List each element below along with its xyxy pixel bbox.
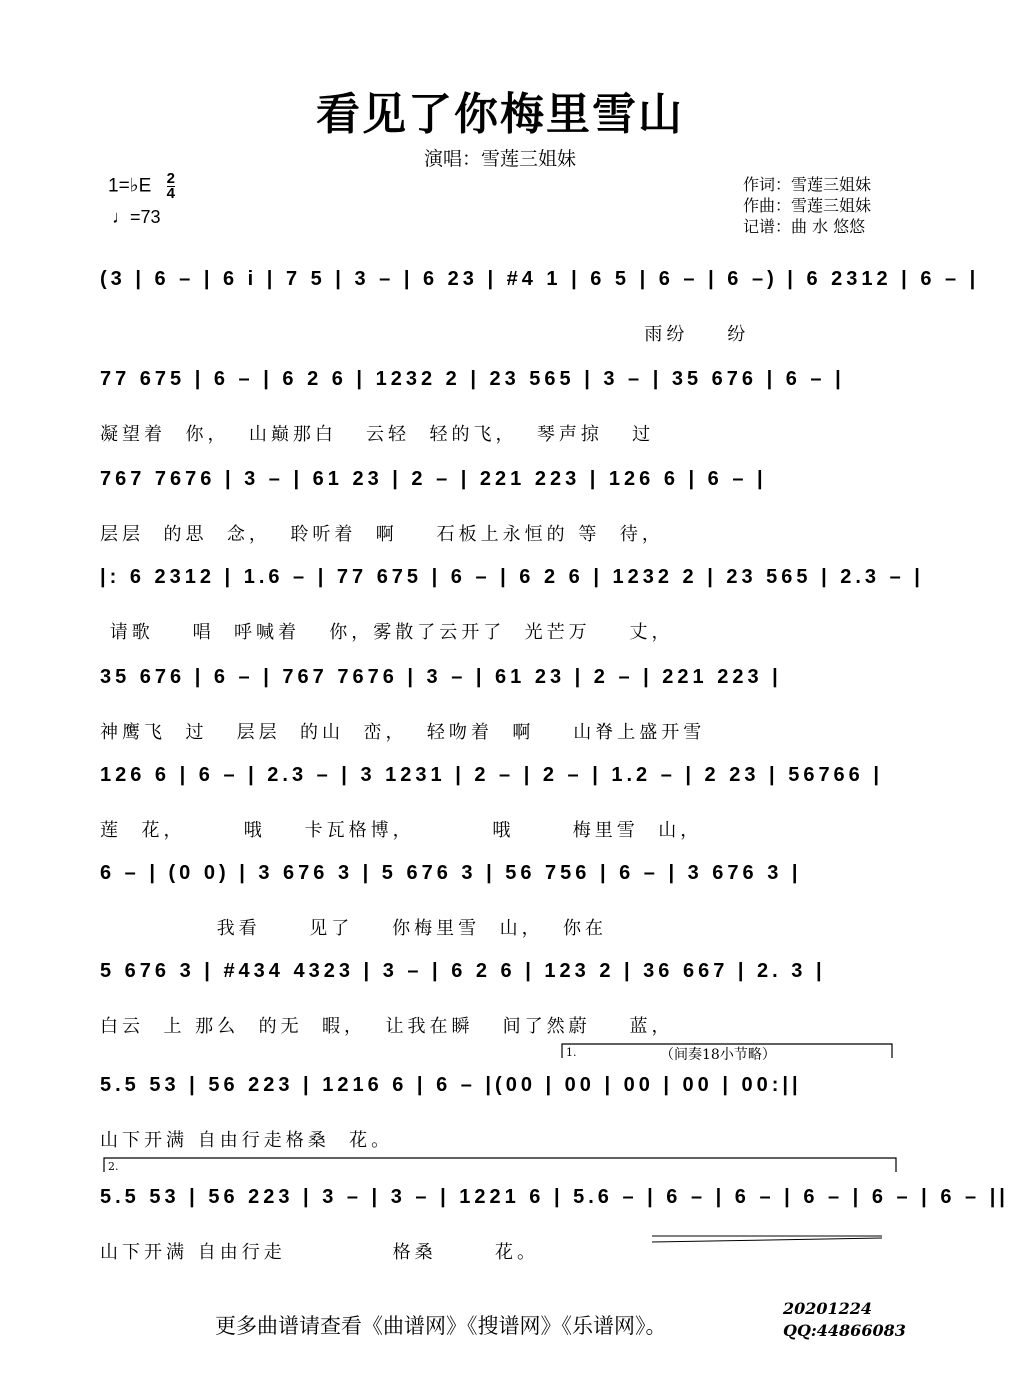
notation-line: 5.5 53 | 56 223 | 1216 6 | 6 – |(00 | 00 | 00 | 00 | 00:|| — [100, 1074, 802, 1096]
interlude-note: （间奏18小节略） — [660, 1047, 776, 1063]
lyricist-credit: 作词：雪莲三姐妹 — [743, 175, 872, 194]
notation-line: 767 7676 | 3 – | 61 23 | 2 – | 221 223 | 126 6 | 6 – | — [100, 468, 767, 490]
lyrics-line: 白云 上 那么 的无 暇， 让我在瞬 间了然蔚 蓝， — [100, 1016, 674, 1037]
lyrics-line: 神鹰飞 过 层层 的山 峦， 轻吻着 啊 山脊上盛开雪 — [100, 722, 706, 743]
time-signature-top: 2 — [166, 170, 175, 187]
date-stamp: 20201224 — [783, 1299, 873, 1318]
notation-line: |: 6 2312 | 1.6 – | 77 675 | 6 – | 6 2 6 | 1232 2 | 23 565 | 2.3 – | — [100, 566, 924, 588]
time-signature-bottom: 4 — [166, 185, 175, 202]
qq-stamp: QQ:44866083 — [783, 1321, 906, 1340]
lyrics-line: 山下开满 自由行走格桑 花。 — [100, 1130, 394, 1151]
volta-second-label: 2. — [108, 1160, 119, 1173]
notation-line: 6 – | (0 0) | 3 676 3 | 5 676 3 | 56 756 | 6 – | 3 676 3 | — [100, 862, 802, 884]
volta-first-label: 1. — [566, 1046, 577, 1059]
lyrics-line: 我看 见了 你梅里雪 山， 你在 — [100, 918, 608, 939]
lyrics-line: 层层 的思 念， 聆听着 啊 石板上永恒的 等 待， — [100, 524, 664, 545]
page-title: 看见了你梅里雪山 — [316, 89, 684, 140]
lyrics-line: 凝望着 你， 山巅那白 云轻 轻的飞， 琴声掠 过 — [100, 424, 655, 445]
lyrics-line: 请歌 唱 呼喊着 你，雾散了云开了 光芒万 丈， — [100, 622, 674, 643]
transcriber-credit: 记谱：曲 水 悠悠 — [743, 217, 866, 236]
notation-line: 5.5 53 | 56 223 | 3 – | 3 – | 1221 6 | 5.6 – | 6 – | 6 – | 6 – | 6 – | 6 – || — [100, 1186, 1009, 1208]
lyrics-line: 山下开满 自由行走 格桑 花。 — [100, 1242, 539, 1263]
notation-line: 5 676 3 | #434 4323 | 3 – | 6 2 6 | 123 2 | 36 667 | 2. 3 | — [100, 960, 826, 982]
notation-line: 77 675 | 6 – | 6 2 6 | 1232 2 | 23 565 | 3 – | 35 676 | 6 – | — [100, 368, 845, 390]
composer-credit: 作曲：雪莲三姐妹 — [743, 196, 872, 215]
lyrics-line: 雨纷 纷 — [100, 324, 750, 345]
footer-text: 更多曲谱请查看《曲谱网》《搜谱网》《乐谱网》。 — [215, 1314, 667, 1338]
lyrics-line: 莲 花， 哦 卡瓦格博， 哦 梅里雪 山， — [100, 820, 703, 841]
notation-line: 35 676 | 6 – | 767 7676 | 3 – | 61 23 | 2 – | 221 223 | — [100, 666, 782, 688]
notation-line: 126 6 | 6 – | 2.3 – | 3 1231 | 2 – | 2 – | 1.2 – | 2 23 | 56766 | — [100, 764, 883, 786]
singer-credit: 演唱：雪莲三姐妹 — [423, 148, 576, 170]
tempo-marking: ♩=73 — [112, 207, 161, 227]
key-label: 1=♭E — [108, 175, 152, 197]
notation-line: (3 | 6 – | 6 i | 7 5 | 3 – | 6 23 | #4 1 | 6 5 | 6 – | 6 –) | 6 2312 | 6 – | — [100, 268, 980, 290]
